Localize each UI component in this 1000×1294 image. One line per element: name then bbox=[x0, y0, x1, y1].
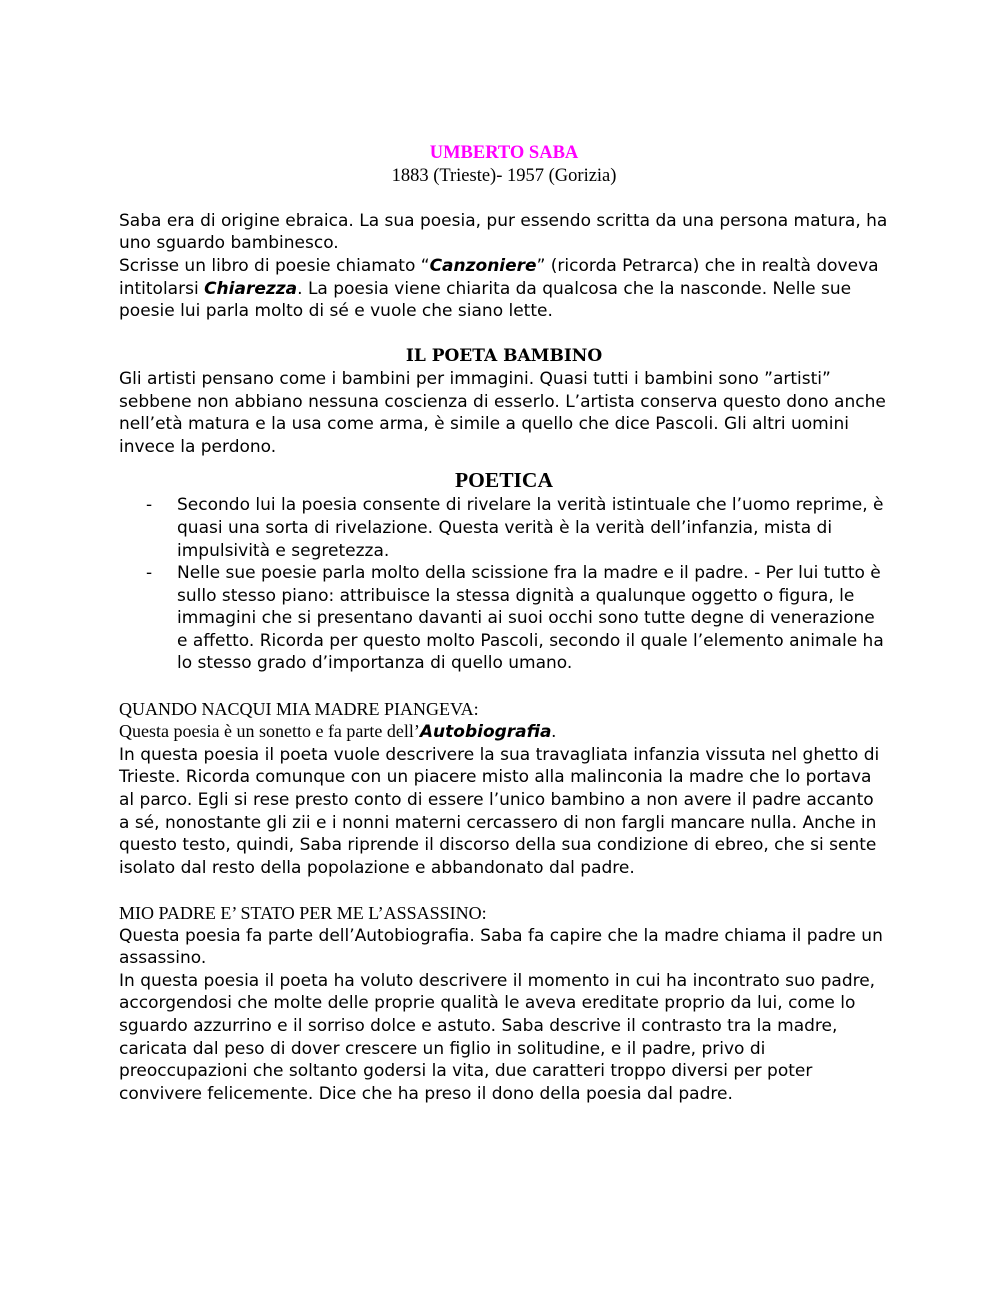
document-title: UMBERTO SABA bbox=[429, 143, 579, 163]
list-item-text: Nelle sue poesie parla molto della scissione fra la madre e il padre. - Per lui tutto è sullo stesso piano: attribuisce la stessa dignità a qualunque oggetto o figura, le immagini che si presentano davanti ai suoi occhi sono tutte degne di venerazione e affetto. Ricorda per questo molto Pascoli, secondo il quale l’elemento animale ha lo stesso grado d’importanza di quello umano. bbox=[177, 563, 884, 674]
spacer bbox=[119, 675, 889, 698]
spacer bbox=[119, 323, 889, 346]
quando-nacqui-intro-before: Questa poesia è un sonetto e fa parte dell’ bbox=[119, 721, 420, 742]
chiarezza-title: Chiarezza bbox=[204, 278, 298, 299]
autobiografia-title: Autobiografia bbox=[419, 722, 552, 743]
intro-paragraph-2 bbox=[119, 255, 889, 323]
mio-padre-paragraph: In questa poesia il poeta ha voluto descrivere il momento in cui ha incontrato suo padre, accorgendosi che molte delle proprie qualità le aveva ereditate proprio da lui, come lo sguardo azzurrino e il sorriso dolce e astuto. Saba descrive il contrasto tra la madre, caricata dal peso di dover crescere un figlio in solitudine, e il padre, privo di preoccupazioni che soltanto godersi la vita, due caratteri troppo diversi per poter convivere felicemente. Dice che ha preso il dono della poesia dal padre. bbox=[119, 970, 876, 1104]
spacer bbox=[119, 458, 889, 466]
bullet-dash: - bbox=[146, 495, 153, 516]
list-item bbox=[119, 562, 889, 675]
poeta-bambino-paragraph: Gli artisti pensano come i bambini per immagini. Quasi tutti i bambini sono ”artisti” sebbene non abbiano nessuna coscienza di esserlo. L’artista conserva questo dono anche nell’età matura e la usa come arma, è simile a quello che dice Pascoli. Gli altri uomini invece la perdono. bbox=[119, 368, 886, 457]
quando-nacqui-intro bbox=[119, 720, 889, 744]
section-heading-poeta-bambino: IL POETA BAMBINO bbox=[405, 346, 603, 367]
quando-nacqui-paragraph: In questa poesia il poeta vuole descrivere la sua travagliata infanzia vissuta nel ghetto di Trieste. Ricorda comunque con un piacere misto alla malinconia la madre che lo portava al parco. Egli si rese presto conto di essere l’unico bambino a non avere il padre accanto a sé, nonostante gli zii e i nonni materni cercassero di non fargli mancare nulla. Anche in questo testo, quindi, Saba riprende il discorso della sua condizione di ebreo, che si sente isolato dal resto della popolazione e abbandonato dal padre. bbox=[119, 744, 880, 878]
mio-padre-intro: Questa poesia fa parte dell’Autobiografia. Saba fa capire che la madre chiama il padre un assassino. bbox=[119, 925, 883, 969]
canzoniere-title: Canzoniere bbox=[429, 255, 537, 276]
section-heading-mio-padre: MIO PADRE E’ STATO PER ME L’ASSASSINO: bbox=[119, 903, 487, 923]
poetica-list bbox=[119, 494, 889, 675]
bullet-dash: - bbox=[146, 563, 153, 584]
intro-text-before: Scrisse un libro di poesie chiamato “ bbox=[119, 255, 430, 276]
intro-paragraph-1: Saba era di origine ebraica. La sua poesia, pur essendo scritta da una persona matura, ha uno sguardo bambinesco. bbox=[119, 210, 888, 254]
section-heading-quando-nacqui: QUANDO NACQUI MIA MADRE PIANGEVA: bbox=[119, 698, 479, 719]
spacer bbox=[119, 879, 889, 902]
list-item bbox=[119, 494, 889, 562]
spacer bbox=[119, 187, 889, 210]
intro-text-middle: ” (ricorda Petrarca) che in realtà doveva intitolarsi bbox=[119, 255, 879, 299]
intro-text-after: . La poesia viene chiarita da qualcosa che la nasconde. Nelle sue poesie lui parla molto di sé e vuole che siano lette. bbox=[119, 278, 852, 322]
quando-nacqui-intro-after: . bbox=[551, 721, 557, 742]
document-page bbox=[119, 142, 889, 1105]
list-item-text: Secondo lui la poesia consente di rivelare la verità istintuale che l’uomo reprime, è quasi una sorta di rivelazione. Questa verità è la verità dell’infanzia, mista di impulsività e segretezza. bbox=[177, 495, 884, 561]
section-heading-poetica: POETICA bbox=[455, 468, 553, 493]
document-subtitle: 1883 (Trieste)- 1957 (Gorizia) bbox=[391, 165, 617, 186]
